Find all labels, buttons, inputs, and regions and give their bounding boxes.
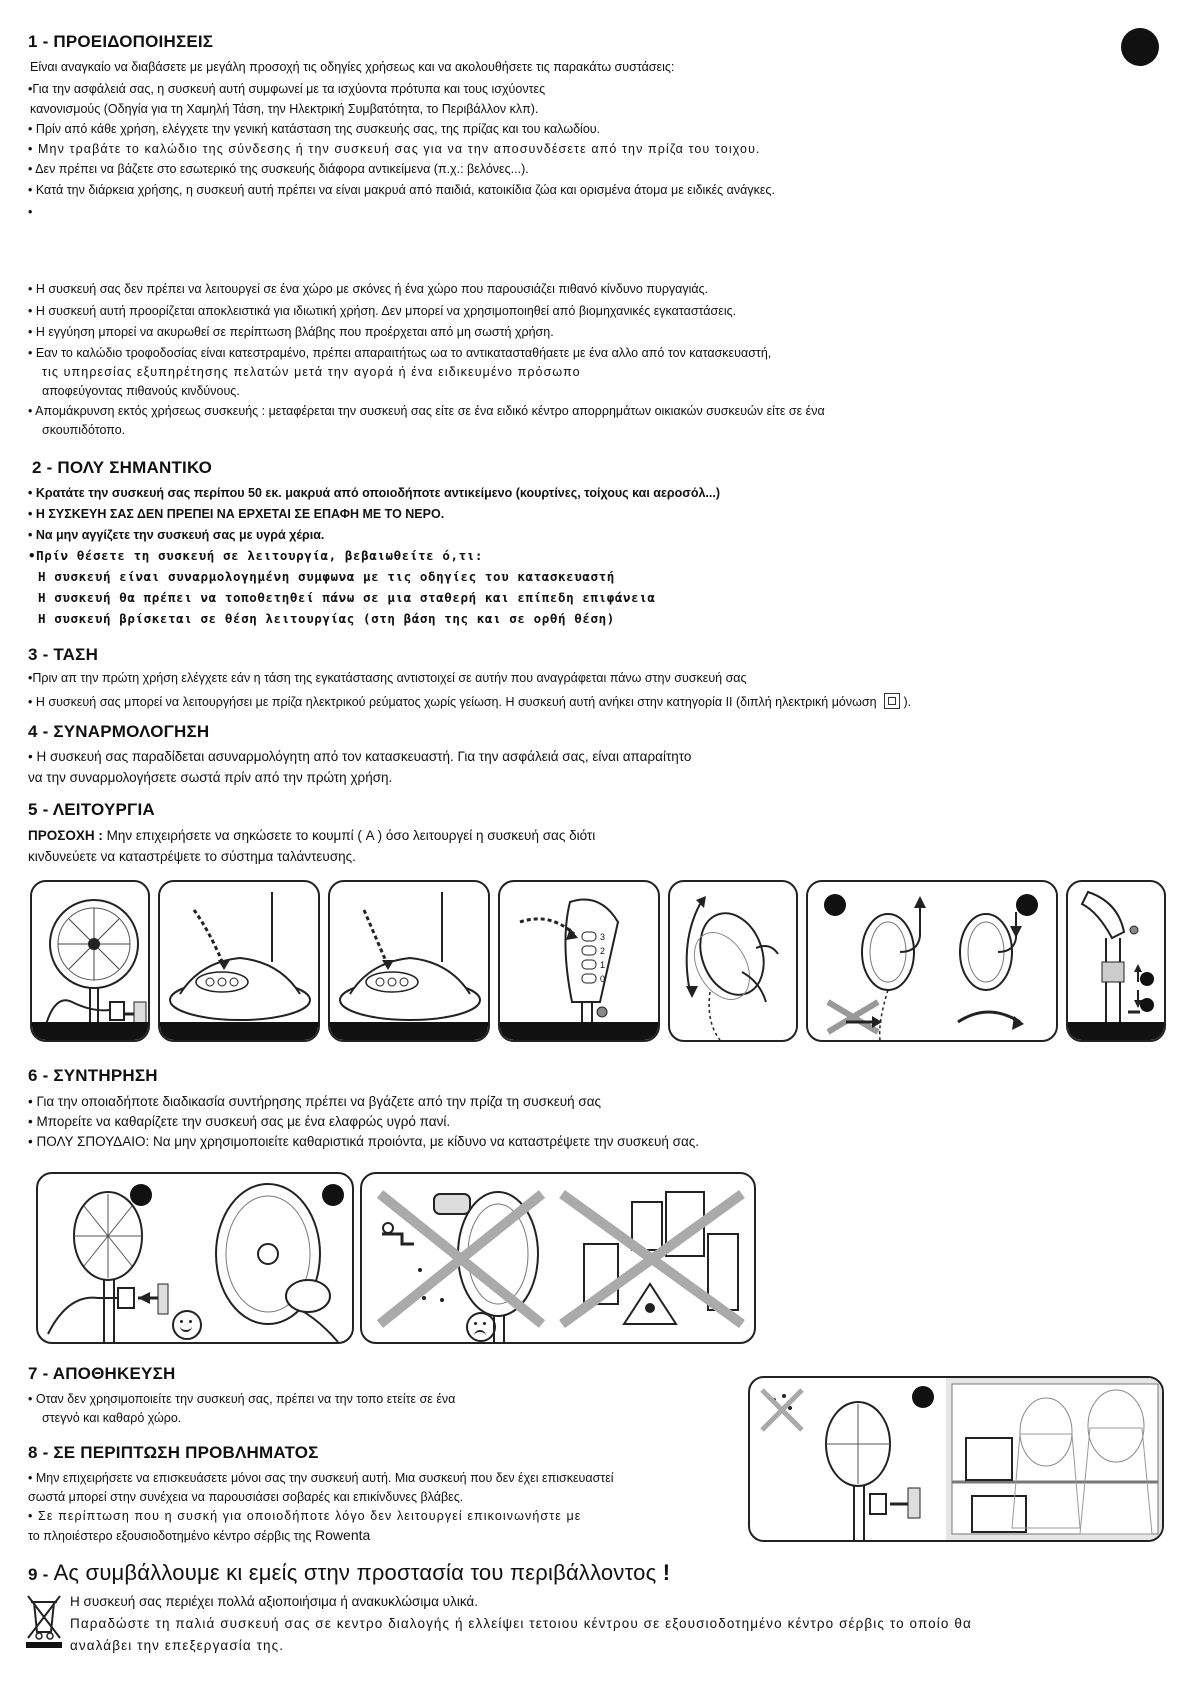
operation-panel-tilt-head	[668, 880, 798, 1042]
operation-panel-select-speed	[328, 880, 490, 1042]
section-3-title: 3 - ΤΑΣΗ	[28, 645, 99, 664]
s6-line: • ΠΟΛΥ ΣΠΟΥΔΑΙΟ: Να μην χρησιμοποιείτε καθαριστικά προιόντα, με κίδυνο να καταστρέψετε την συσκευή σας.	[28, 1134, 700, 1149]
operation-panel-plug-in	[30, 880, 150, 1042]
s9-line: Παραδώστε τη παλιά συσκευή σας σε κεντρο διαλογής ή ελλείψει τετοιου κέντρου σε εξουσιοδοτημένο κέντρο σέρβις το οποίο θα	[70, 1616, 972, 1631]
s2-line: • Η ΣΥΣΚΕΥΗ ΣΑΣ ΔΕΝ ΠΡΕΠΕΙ ΝΑ ΕΡΧΕΤΑΙ ΣΕ ΕΠΑΦΗ ΜΕ ΤΟ ΝΕΡΟ.	[28, 507, 445, 521]
s9-line: αναλάβει την επεξεργασία της.	[70, 1638, 285, 1653]
s1-line: • Εαν το καλώδιο τροφοδοσίας είναι κατεστραμένο, πρέπει απαραιτήτως ωα το αντικατασταθήαετε με ένα αλλο από τον κατασκευαστή,	[28, 346, 772, 360]
s3-line: •Πριν απ την πρώτη χρήση ελέγχετε εάν η τάση της εγκατάστασης αντιστοιχεί σε αυτήν που αναγράφεται πάνω στην συσκευή σας	[28, 671, 747, 685]
crossed-bin-weee-icon	[26, 1592, 62, 1648]
oscillation-illustration	[808, 882, 1056, 1040]
section-5-title: 5 - ΛΕΙΤΟΥΡΓΙΑ	[28, 800, 155, 819]
s1-line: σκουπιδότοπο.	[42, 423, 126, 437]
speed-label-1: 1	[600, 960, 606, 970]
s5-line: κινδυνεύετε να καταστρέψετε το σύστημα ταλάντευσης.	[28, 849, 356, 864]
height-adjust-illustration	[1068, 882, 1164, 1040]
s1-line: • Η συσκευή σας δεν πρέπει να λειτουργεί σε ένα χώρο με σκόνες ή ένα χώρο που παρουσιάζει πιθανό κίνδυνο πυργαγιάς.	[28, 282, 709, 296]
section-8-title: 8 - ΣΕ ΠΕΡΙΠΤΩΣΗ ΠΡΟΒΛΗΜΑΤΟΣ	[28, 1443, 319, 1462]
s3-line	[28, 690, 911, 712]
s1-line: τις υπηρεσίας εξυπηρέτησης πελατών μετά την αγορά ή ένα ειδικευμένο πρόσωπο	[42, 365, 581, 379]
speed-controls-illustration	[500, 882, 658, 1040]
operation-panel-oscillation	[806, 880, 1058, 1042]
no-water-chemicals-illustration	[362, 1174, 754, 1342]
section-4-title: 4 - ΣΥΝΑΡΜΟΛΟΓΗΣΗ	[28, 722, 210, 741]
s8-service-text: το πληοιέστερο εξουσιοδοτημένο κέντρο σέρβις της	[28, 1529, 312, 1543]
s1-line: αποφεύγοντας πιθανούς κινδύνους.	[42, 384, 240, 398]
tilt-head-illustration	[670, 882, 796, 1040]
s1-intro: Είναι αναγκαίο να διαβάσετε με μεγάλη προσοχή τις οδηγίες χρήσεως και να ακολουθήσετε τις παρακάτω συστάσεις:	[30, 60, 675, 74]
section-9-number: 9 -	[28, 1565, 49, 1584]
s1-line: • Απομάκρυνση εκτός χρήσεως συσκευής : μεταφέρεται την συσκευή σας είτε σε ένα ειδικό κέντρο απορρημάτων οικιακών συσκευών είτε σε ένα	[28, 404, 825, 418]
s9-line: Η συσκευή σας περιέχει πολλά αξιοποιήσιμα ή ανακυκλώσιμα υλικά.	[70, 1594, 478, 1609]
section-9-heading: Ας συμβάλλουμε κι εμείς στην προστασία του περιβάλλοντος	[53, 1560, 657, 1585]
maintenance-panel-unplug-wipe	[36, 1172, 354, 1344]
s1-line: • Δεν πρέπει να βάζετε στο εσωτερικό της συσκευής διάφορα αντικείμενα (π.χ.: βελόνες...).	[28, 162, 529, 176]
s1-line: •	[28, 205, 33, 219]
s7-line: στεγνό και καθαρό χώρο.	[42, 1411, 182, 1425]
s5-warning-label: ΠΡΟΣΟΧΗ :	[28, 828, 103, 843]
s7-line: • Οταν δεν χρησιμοποιείτε την συσκευή σας, πρέπει να την τοπο ετείτε σε ένα	[28, 1392, 456, 1406]
s1-line: κανονισμούς (Οδηγία για τη Χαμηλή Τάση, την Ηλεκτρική Συμβατότητα, το Περιβάλλον κλπ).	[30, 102, 539, 116]
speed-label-0: 0	[600, 974, 606, 984]
s4-line: • Η συσκευή σας παραδίδεται ασυναρμολόγητη από τον κατασκευαστή. Για την ασφάλειά σας, είναι απαραίτητο	[28, 749, 692, 764]
s2-line: • Κρατάτε την συσκευή σας περίπου 50 εκ. μακρυά από οποιοδήποτε αντικείμενο (κουρτίνες, τοίχους και αεροσόλ...)	[28, 486, 720, 500]
section-2-title: 2 - ΠΟΛΥ ΣΗΜΑΝΤΙΚΟ	[32, 458, 213, 477]
s1-line: • Η εγγύηση μπορεί να ακυρωθεί σε περίπτωση βλάβης που προέρχεται από μη σωστή χρήση.	[28, 325, 554, 339]
speed-label-2: 2	[600, 946, 606, 956]
s2-line: Η συσκευή είναι συναρμολογημένη συμφωνα με τις οδηγίες του κατασκευαστή	[38, 569, 615, 584]
s1-line: • Πρίν από κάθε χρήση, ελέγχετε την γενική κατάσταση της συσκευής σας, της πρίζας και του καλωδίου.	[28, 122, 601, 136]
s8-line	[28, 1526, 370, 1546]
s1-line: • Η συσκευή αυτή προορίζεται αποκλειστικά για ιδιωτική χρήση. Δεν μπορεί να χρησιμοποιηθεί από βιομηχανικές εγκαταστάσεις.	[28, 304, 737, 318]
s2-line: Η συσκευή βρίσκεται σε θέση λειτουργίας (στη βάση της και σε ορθή θέση)	[38, 611, 615, 626]
happy-face-icon	[172, 1310, 202, 1340]
s8-line: • Σε περίπτωση που η συσκή για οποιοδήποτε λόγο δεν λειτουργεί επικοινωνήστε με	[28, 1509, 582, 1523]
s2-line: • Να μην αγγίζετε την συσκευή σας με υγρά χέρια.	[28, 528, 325, 542]
height-marker-2	[1140, 998, 1154, 1012]
operation-panel-press-button	[158, 880, 320, 1042]
height-marker-1	[1140, 972, 1154, 986]
panel-bar	[1068, 1022, 1164, 1040]
section-1-title: 1 - ΠΡΟΕΙΔΟΠΟΙΗΣΕΙΣ	[28, 32, 214, 51]
press-button-illustration	[160, 882, 318, 1040]
s3-line-end: ).	[903, 695, 912, 709]
section-9-title	[28, 1560, 670, 1586]
operation-panel-height-adjust	[1066, 880, 1166, 1042]
section-6-title: 6 - ΣΥΝΤΗΡΗΣΗ	[28, 1066, 158, 1085]
language-tab-marker	[1121, 28, 1159, 66]
s2-line: Η συσκευή θα πρέπει να τοποθετηθεί πάνω σε μια σταθερή και επίπεδη επιφάνεια	[38, 590, 656, 605]
s1-line: • Κατά την διάρκεια χρήσης, η συσκευή αυτή πρέπει να είναι μακρυά από παιδιά, κατοικίδια ζώα και ορισμένα άτομα με ειδικές ανάγκες.	[28, 183, 775, 197]
s8-line: σωστά μπορεί στην συνέχεια να παρουσιάσει σοβαρές και επικίνδυνες βλάβες.	[28, 1490, 464, 1504]
s2-line: •Πρίν θέσετε τη συσκευή σε λειτουργία, βεβαιωθείτε ό,τι:	[28, 548, 484, 563]
panel-bar	[160, 1022, 318, 1040]
s5-line	[28, 826, 595, 845]
storage-illustration	[750, 1378, 1162, 1540]
double-insulation-icon	[884, 693, 900, 709]
panel-bar	[500, 1022, 658, 1040]
s1-line: •Για την ασφάλειά σας, η συσκευή αυτή συμφωνεί με τα ισχύοντα πρότυπα και τους ισχύοντες	[28, 82, 546, 96]
operation-panel-speed-controls	[498, 880, 660, 1042]
s5-warning-text: Μην επιχειρήσετε να σηκώσετε το κουμπί ( A ) όσο λειτουργεί η συσκευή σας διότι	[102, 828, 596, 843]
s1-line: • Μην τραβάτε το καλώδιο της σύνδεσης ή την συσκευή σας για να την αποσυνδέσετε από την πρίζα του τοιχου.	[28, 142, 761, 156]
sad-face-icon	[466, 1312, 496, 1342]
section-9-exclamation: !	[662, 1560, 671, 1585]
speed-label-3: 3	[600, 932, 606, 942]
s6-line: • Μπορείτε να καθαρίζετε την συσκευή σας με ένα ελαφρώς υγρό πανί.	[28, 1114, 451, 1129]
panel-bar	[330, 1022, 488, 1040]
s4-line: να την συναρμολογήσετε σωστά πρίν από την πρώτη χρήση.	[28, 770, 393, 785]
panel-bar	[32, 1022, 148, 1040]
storage-panel	[748, 1376, 1164, 1542]
brand-name: Rowenta	[315, 1527, 371, 1543]
select-speed-illustration	[330, 882, 488, 1040]
maintenance-panel-no-water-no-chemicals	[360, 1172, 756, 1344]
s8-line: • Μην επιχειρήσετε να επισκευάσετε μόνοι σας την συσκευή αυτή. Μια συσκευή που δεν έχει επισκευαστεί	[28, 1471, 614, 1485]
section-7-title: 7 - ΑΠΟΘΗΚΕΥΣΗ	[28, 1364, 176, 1383]
s3-line-text: • Η συσκευή σας μπορεί να λειτουργήσει με πρίζα ηλεκτρικού ρεύματος χωρίς γείωση. Η συσκευή αυτή ανήκει στην κατηγορία II (διπλή ηλεκτρική μόνωση	[28, 695, 877, 709]
plug-in-illustration	[32, 882, 148, 1040]
s6-line: • Για την οποιαδήποτε διαδικασία συντήρησης πρέπει να βγάζετε από την πρίζα τη συσκευή σας	[28, 1094, 602, 1109]
